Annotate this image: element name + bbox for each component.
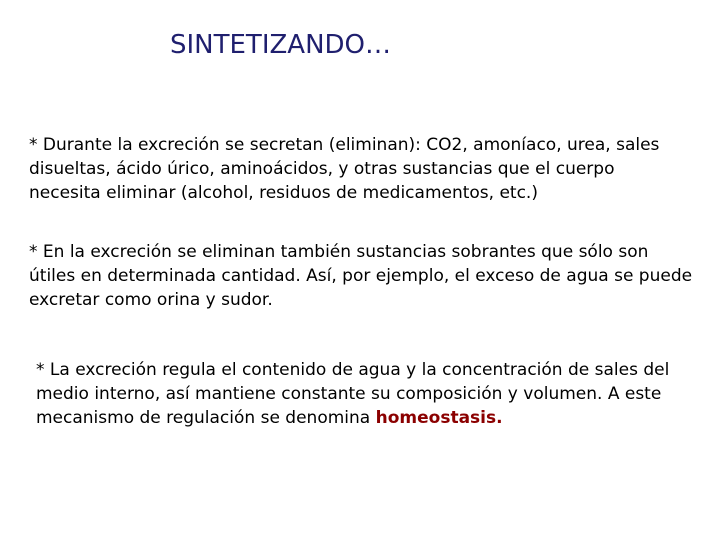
paragraph-regulation-text: * La excreción regula el contenido de agua y la concentración de sales del medio interno, así mantiene constante su composición y volumen. A este mecanismo de regulación se denomina: [36, 360, 670, 428]
homeostasis-term: homeostasis.: [375, 408, 503, 428]
slide-title: SINTETIZANDO…: [170, 30, 392, 60]
paragraph-excretion-substances: * Durante la excreción se secretan (eliminan): CO2, amoníaco, urea, sales disueltas, ácido úrico, aminoácidos, y otras sustancias que el cuerpo necesita eliminar (alcohol, residuos de medicamentos, etc.): [29, 135, 660, 203]
paragraph-excess-substances: * En la excreción se eliminan también sustancias sobrantes que sólo son útiles en determinada cantidad. Así, por ejemplo, el exceso de agua se puede excretar como orina y sudor.: [29, 242, 693, 310]
paragraph-regulation: [36, 358, 696, 430]
